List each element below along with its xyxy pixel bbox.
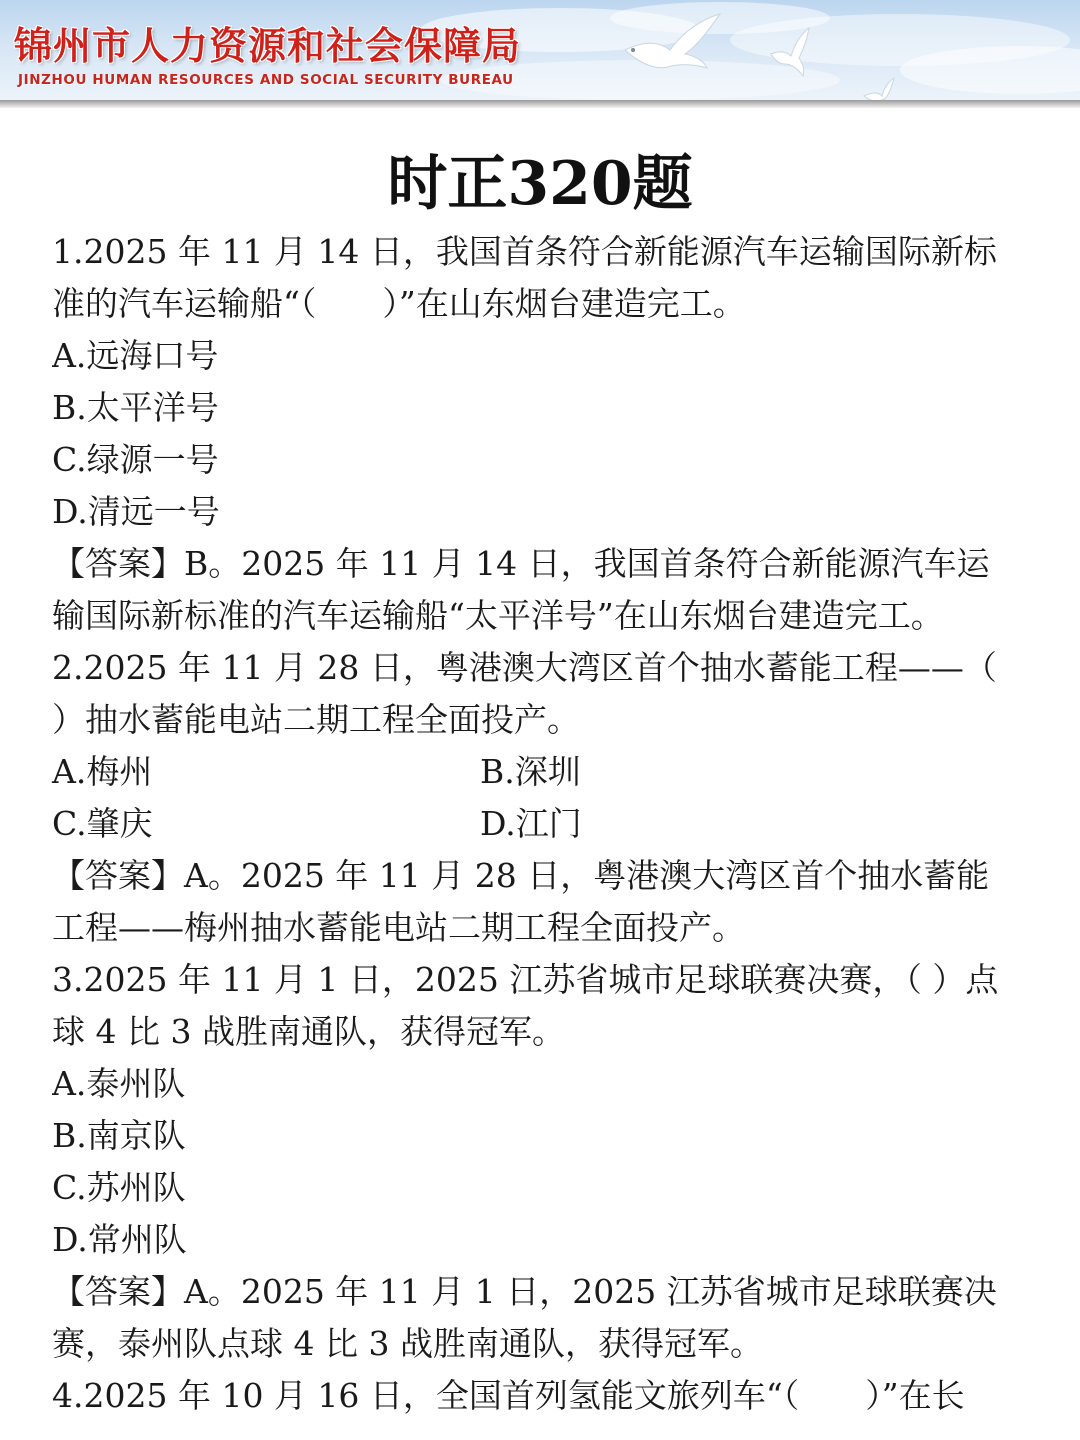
question-1 xyxy=(52,226,1032,642)
question-2 xyxy=(52,642,1032,954)
answer-line: 赛，泰州队点球 4 比 3 战胜南通队，获得冠军。 xyxy=(52,1324,763,1363)
option-b: B.太平洋号 xyxy=(52,388,219,427)
header-banner xyxy=(0,0,1080,104)
question-list xyxy=(52,226,1032,1422)
option-a: A.远海口号 xyxy=(52,336,219,375)
option-b: B.南京队 xyxy=(52,1116,186,1155)
option-b: B.深圳 xyxy=(480,752,581,791)
option-a: A.梅州 xyxy=(52,752,153,791)
question-stem-line: ）抽水蓄能电站二期工程全面投产。 xyxy=(52,700,580,739)
question-stem-line: 4.2025 年 10 月 16 日，全国首列氢能文旅列车“（ ）”在长 xyxy=(52,1376,965,1415)
option-c: C.肇庆 xyxy=(52,804,153,843)
bureau-subtitle: JINZHOU HUMAN RESOURCES AND SOCIAL SECURITY BUREAU xyxy=(18,72,514,88)
dove-icon xyxy=(765,24,813,78)
answer-line: 输国际新标准的汽车运输船“太平洋号”在山东烟台建造完工。 xyxy=(52,596,944,635)
option-d: D.江门 xyxy=(480,804,582,843)
dove-icon xyxy=(615,10,725,80)
page-title: 时正320题 xyxy=(387,149,693,219)
option-row xyxy=(52,798,1032,850)
option-c: C.苏州队 xyxy=(52,1168,186,1207)
question-4 xyxy=(52,1370,1032,1422)
option-a: A.泰州队 xyxy=(52,1064,186,1103)
question-stem-line: 1.2025 年 11 月 14 日，我国首条符合新能源汽车运输国际新标 xyxy=(52,232,997,271)
bureau-title: 锦州市人力资源和社会保障局 xyxy=(14,24,522,68)
question-stem-line: 准的汽车运输船“（ ）”在山东烟台建造完工。 xyxy=(52,284,746,323)
option-row xyxy=(52,746,1032,798)
answer-line: 【答案】A。2025 年 11 月 1 日，2025 江苏省城市足球联赛决 xyxy=(52,1272,997,1311)
question-stem-line: 3.2025 年 11 月 1 日，2025 江苏省城市足球联赛决赛，（ ）点 xyxy=(52,960,999,999)
option-d: D.常州队 xyxy=(52,1220,187,1259)
option-d: D.清远一号 xyxy=(52,492,220,531)
question-stem-line: 2.2025 年 11 月 28 日，粤港澳大湾区首个抽水蓄能工程——（ xyxy=(52,648,997,687)
answer-line: 【答案】B。2025 年 11 月 14 日，我国首条符合新能源汽车运 xyxy=(52,544,990,583)
answer-line: 工程——梅州抽水蓄能电站二期工程全面投产。 xyxy=(52,908,745,947)
answer-line: 【答案】A。2025 年 11 月 28 日，粤港澳大湾区首个抽水蓄能 xyxy=(52,856,990,895)
banner-divider xyxy=(0,100,1080,108)
question-3 xyxy=(52,954,1032,1370)
option-c: C.绿源一号 xyxy=(52,440,219,479)
question-stem-line: 球 4 比 3 战胜南通队，获得冠军。 xyxy=(52,1012,565,1051)
